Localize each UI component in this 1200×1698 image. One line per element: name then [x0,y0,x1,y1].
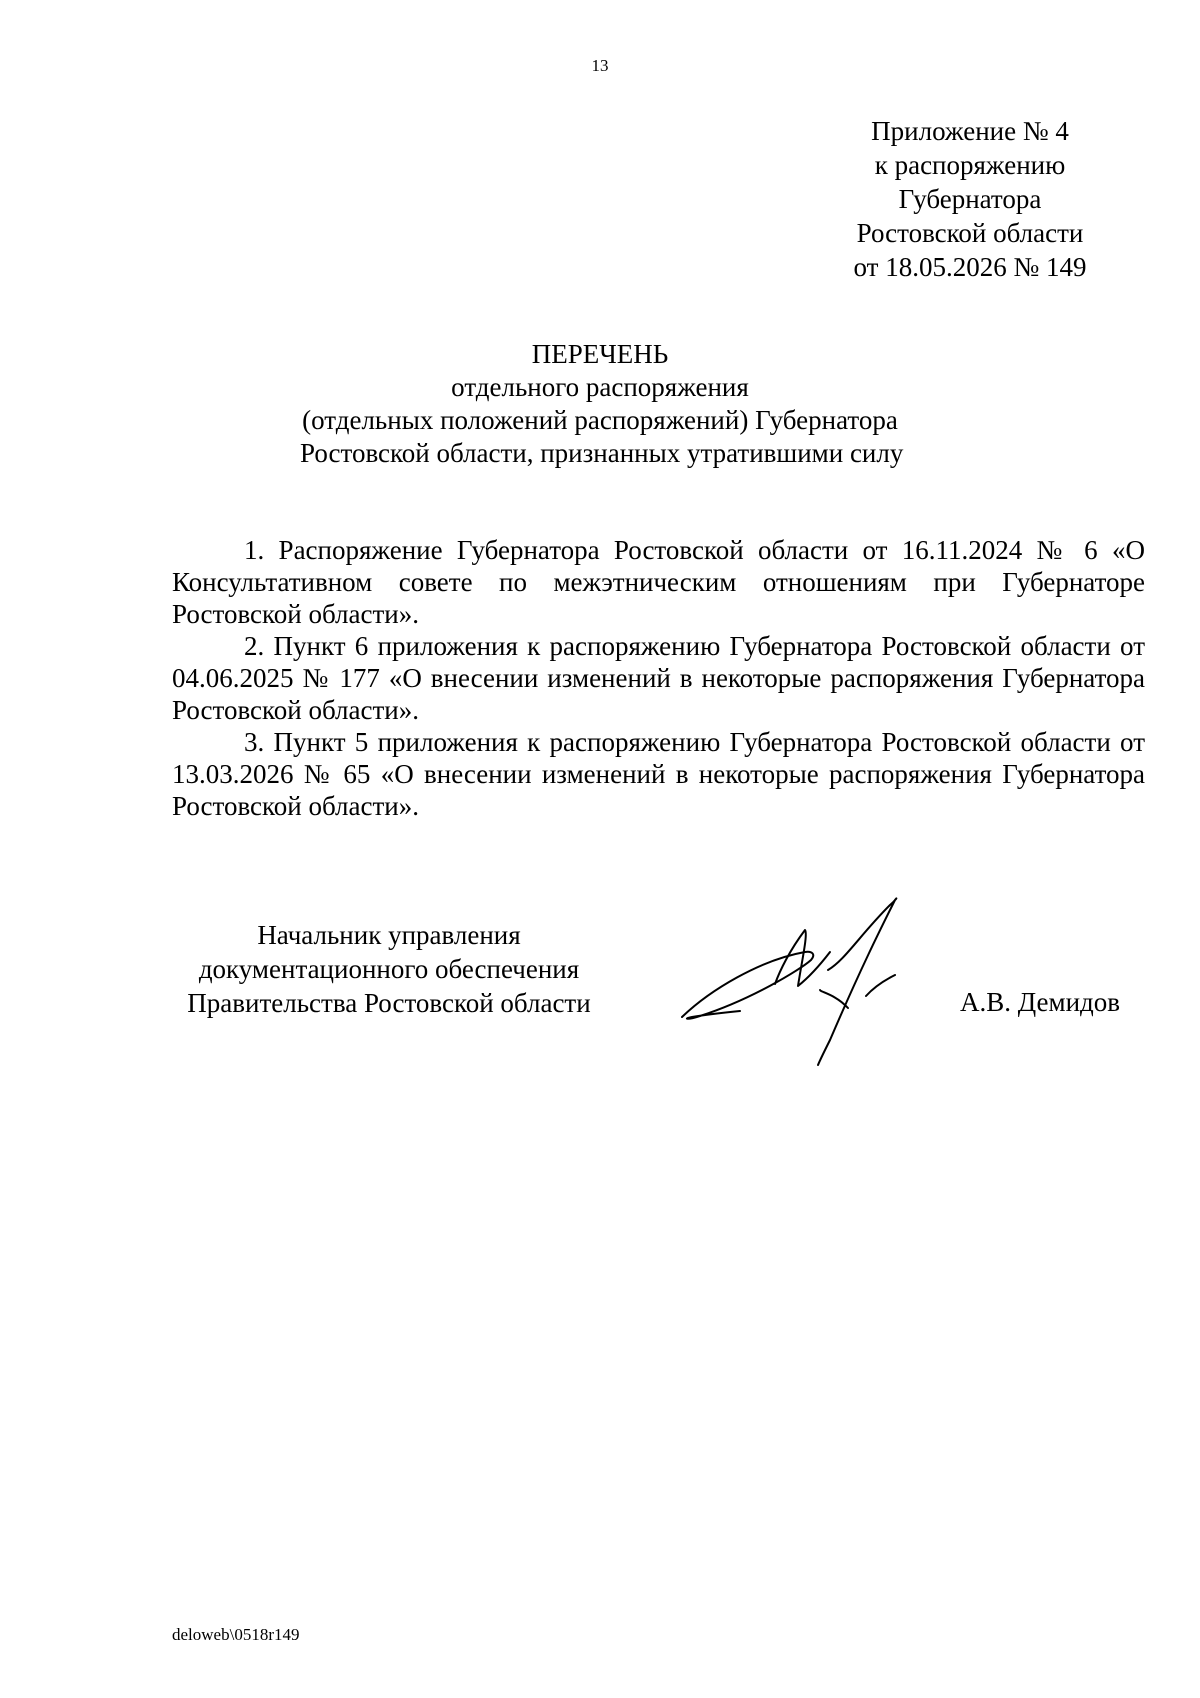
signer-position-line: Правительства Ростовской области [187,988,591,1018]
appendix-line: Губернатора [898,184,1042,214]
appendix-line: Приложение № 4 [871,116,1069,146]
repealed-items-list [172,534,1145,822]
list-item: 2. Пункт 6 приложения к распоряжению Губернатора Ростовской области от 04.06.2025 № 177 «О внесении изменений в некоторые распоряжения Губернатора Ростовской области». [172,631,1145,725]
signer-position-line: Начальник управления [257,920,521,950]
signer-name: А.В. Демидов [960,987,1121,1017]
appendix-line: от 18.05.2026 № 149 [853,252,1087,282]
appendix-header [820,114,1120,284]
signer-position [172,918,606,1020]
appendix-line: к распоряжению [874,150,1066,180]
title-line: (отдельных положений распоряжений) Губернатора [302,405,898,435]
title-heading: ПЕРЕЧЕНЬ [531,339,669,369]
title-line: Ростовской области, признанных утратившими силу [300,438,904,468]
list-item: 1. Распоряжение Губернатора Ростовской области от 16.11.2024 № 6 «О Консультативном совете по межэтническим отношениям при Губернаторе Ростовской области». [172,535,1145,629]
document-title [300,338,904,470]
signer-position-line: документационного обеспечения [198,954,580,984]
handwritten-signature [680,890,970,1070]
document-code: deloweb\0518r149 [172,1625,300,1644]
title-line: отдельного распоряжения [451,372,749,402]
page-number: 13 [591,56,609,75]
list-item: 3. Пункт 5 приложения к распоряжению Губернатора Ростовской области от 13.03.2026 № 65 «О внесении изменений в некоторые распоряжения Губернатора Ростовской области». [172,727,1145,821]
appendix-line: Ростовской области [856,218,1084,248]
